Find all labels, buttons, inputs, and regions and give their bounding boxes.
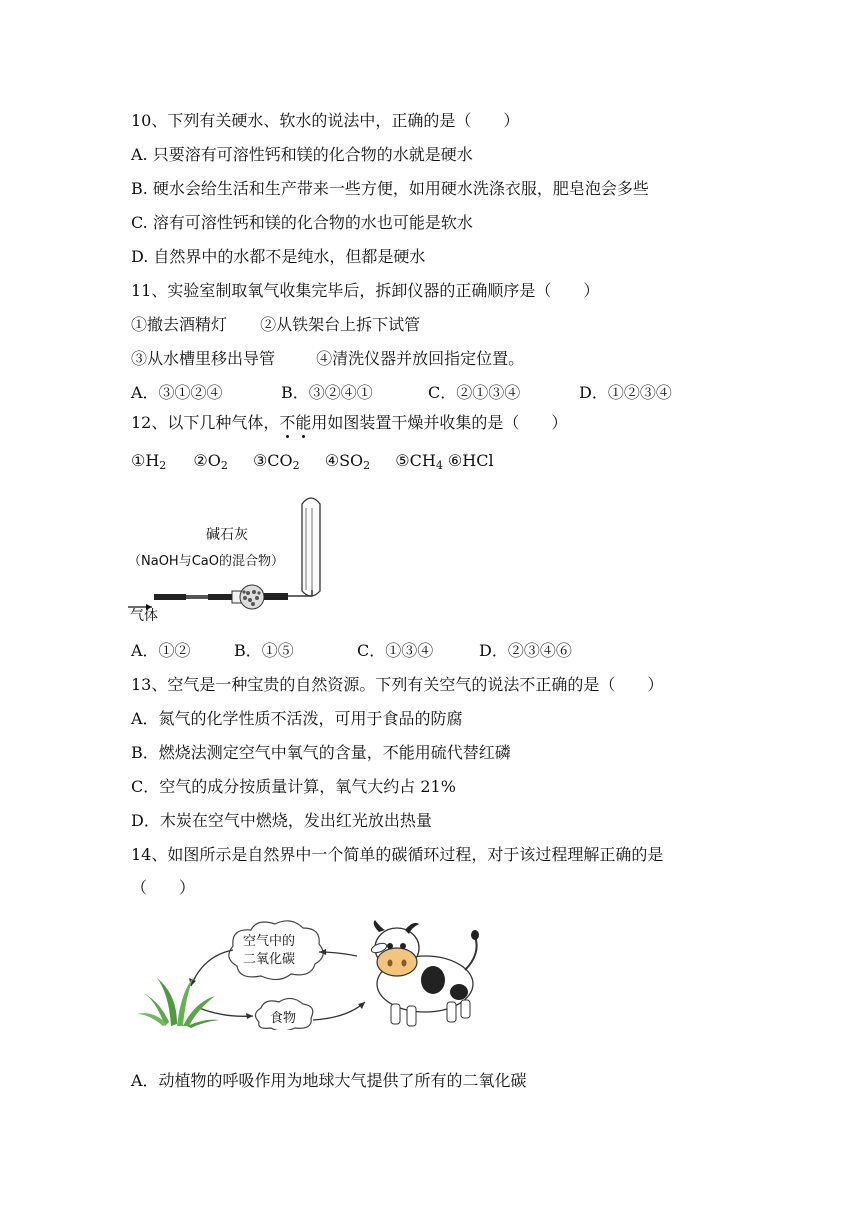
q10-option-a: A. 只要溶有可溶性钙和镁的化合物的水就是硬水: [131, 145, 473, 164]
q11-steps-row2: [131, 349, 524, 369]
rubber-connector-right: [264, 593, 288, 600]
q13-option-d: D．木炭在空气中燃烧，发出红光放出热量: [131, 811, 432, 830]
gas-2-sub: 2: [220, 459, 228, 472]
glass-pipe: [186, 595, 208, 599]
q10-option-d: D. 自然界中的水都不是纯水，但都是硬水: [131, 247, 426, 266]
q12-option-a: A．①②: [131, 641, 191, 660]
q11-options: [131, 383, 672, 403]
q11-option-c: C．②①③④: [428, 383, 521, 402]
q12-gas-2: [193, 451, 227, 470]
q12-stem: [131, 413, 567, 433]
carbon-cycle-figure: [135, 918, 495, 1030]
gas-4-text: ④SO: [324, 451, 364, 470]
figure-label-soda-lime: 碱石灰: [206, 527, 248, 543]
co2-cloud-icon: [229, 921, 323, 980]
q11-step2: ②从铁架台上拆下试管: [260, 315, 421, 334]
arrow-co2-to-plant: [191, 950, 233, 986]
gas-3-text: ③CO: [252, 451, 293, 470]
q11-step1: ①撤去酒精灯: [131, 315, 228, 334]
cow-icon: [370, 920, 479, 1026]
rubber-connector-left: [208, 594, 232, 600]
q12-stem-pre: 12、以下几种气体，: [131, 413, 280, 432]
gas-1-text: ①H: [131, 451, 160, 470]
q12-option-c: C．①③④: [357, 641, 434, 660]
q10-stem: 10、下列有关硬水、软水的说法中，正确的是（ ）: [131, 111, 520, 130]
cloud-label-line1: 空气中的: [243, 934, 296, 949]
q11-step3: ③从水槽里移出导管: [131, 349, 276, 368]
gas-5-text: ⑤CH: [395, 451, 436, 470]
q12-stem-post: 用如图装置干燥并收集的是（ ）: [311, 413, 568, 432]
drying-apparatus-figure: [126, 486, 346, 626]
grass-plant-icon: [137, 978, 219, 1028]
q12-option-d: D．②③④⑥: [479, 641, 572, 660]
q10-option-b: B. 硬水会给生活和生产带来一些方便，如用硬水洗涤衣服，肥皂泡会多些: [131, 179, 649, 198]
arrow-food-to-cow: [313, 1002, 365, 1020]
gas-4-sub: 2: [363, 459, 371, 472]
gas-5-sub: 4: [435, 459, 443, 472]
q12-options: [131, 641, 572, 661]
q14-option-a: A．动植物的呼吸作用为地球大气提供了所有的二氧化碳: [131, 1071, 527, 1090]
collecting-tube: [302, 498, 320, 596]
q11-option-b: B．③②④①: [281, 383, 373, 402]
q12-gas-1: [131, 451, 166, 470]
q11-step4: ④清洗仪器并放回指定位置。: [316, 349, 525, 368]
inlet-tube: [154, 594, 186, 600]
cloud-label-food: 食物: [270, 1011, 297, 1026]
q13-option-c: C．空气的成分按质量计算，氧气大约占 21%: [131, 777, 456, 796]
q11-steps-row1: [131, 315, 420, 335]
figure-label-mixture: （NaOH与CaO的混合物）: [128, 554, 284, 569]
q14-answer-paren: （ ）: [131, 878, 196, 897]
arrow-plant-to-food: [199, 1008, 253, 1016]
q11-stem: 11、实验室制取氧气收集完毕后，拆卸仪器的正确顺序是（ ）: [131, 281, 600, 300]
q13-option-a: A．氮气的化学性质不活泼，可用于食品的防腐: [131, 709, 463, 728]
q12-emphasis-2: 能: [295, 413, 312, 432]
q12-emphasis-1: 不: [279, 413, 296, 432]
q13-stem: 13、空气是一种宝贵的自然资源。下列有关空气的说法不正确的是（ ）: [131, 675, 664, 694]
q10-option-c: C. 溶有可溶性钙和镁的化合物的水也可能是软水: [131, 213, 473, 232]
gas-1-sub: 2: [159, 459, 167, 472]
q11-option-a: A．③①②④: [131, 383, 223, 402]
figure-label-gas: 气体: [130, 608, 158, 624]
q12-gas-5: [395, 451, 443, 470]
gas-3-sub: 2: [292, 459, 300, 472]
gas-2-text: ②O: [193, 451, 221, 470]
q12-gas-3: [253, 451, 300, 470]
q12-option-b: B．①⑤: [234, 641, 294, 660]
q14-stem: 14、如图所示是自然界中一个简单的碳循环过程，对于该过程理解正确的是: [131, 845, 664, 864]
q12-gas-6: ⑥HCl: [447, 451, 494, 470]
cloud-label-line2: 二氧化碳: [243, 952, 296, 967]
q11-option-d: D．①②③④: [579, 383, 672, 402]
q12-gas-list: [131, 451, 494, 471]
q12-gas-4: [325, 451, 370, 470]
q13-option-b: B．燃烧法测定空气中氧气的含量，不能用硫代替红磷: [131, 743, 511, 762]
